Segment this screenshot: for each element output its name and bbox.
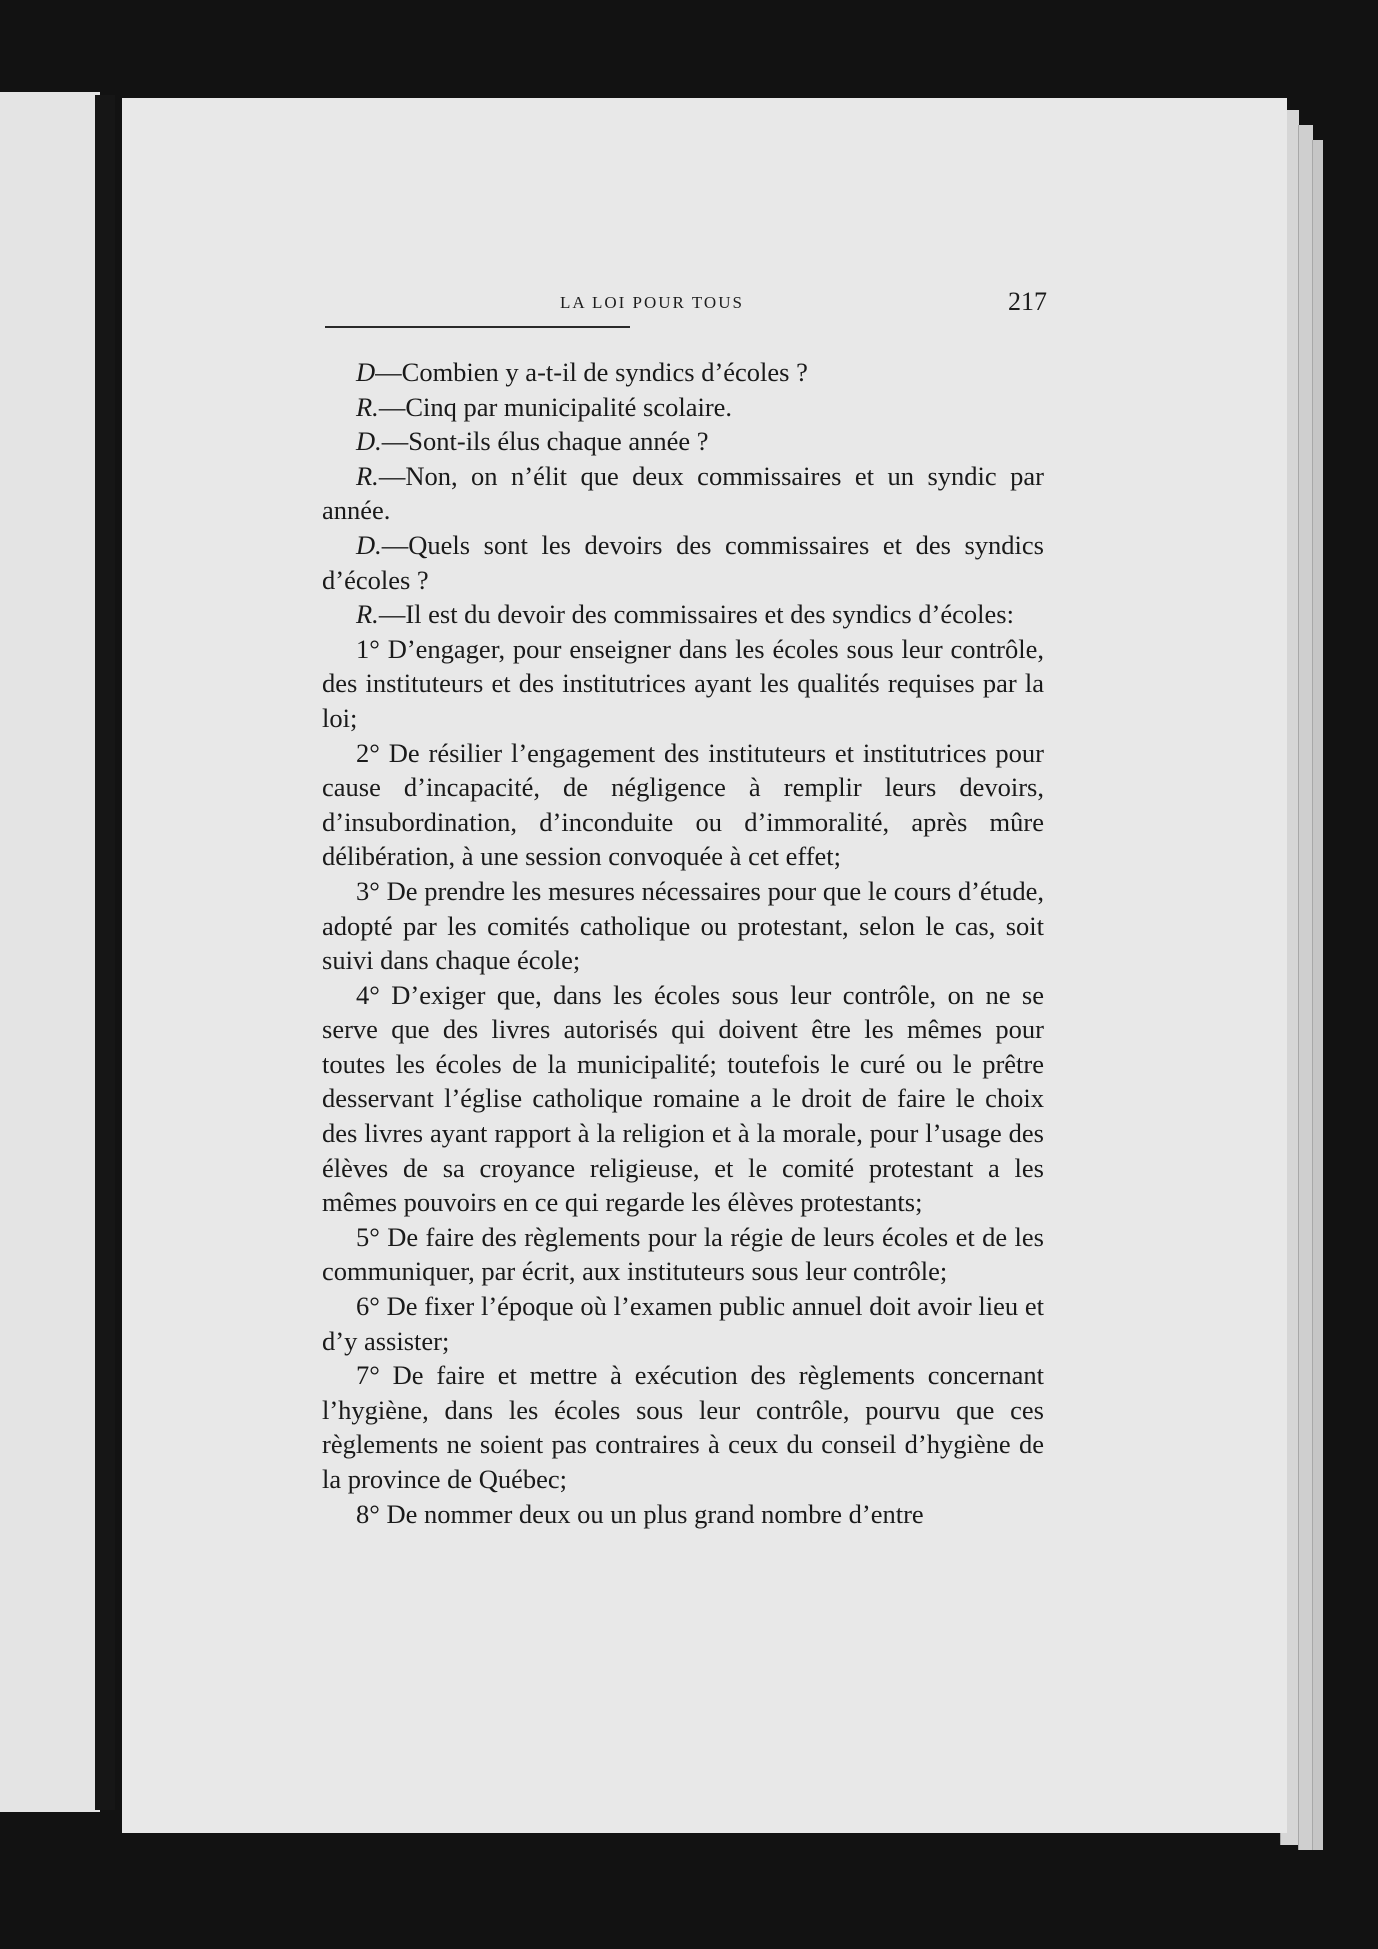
paragraph-text: —Combien y a-t-il de syndics d’écoles ? bbox=[375, 357, 808, 387]
header-rule bbox=[325, 326, 630, 328]
paragraph-text: —Il est du devoir des commissaires et des syndics d’écoles: bbox=[378, 599, 1014, 630]
list-item bbox=[322, 978, 1044, 1220]
list-item bbox=[322, 736, 1044, 874]
paragraph-text: 8° De nommer deux ou un plus grand nombre d’entre bbox=[356, 1498, 924, 1529]
paragraph bbox=[322, 597, 1044, 632]
paragraph bbox=[322, 390, 1044, 425]
paragraph-text: 3° De prendre les mesures nécessaires pour que le cours d’étude, adopté par les comités catholique ou protestant, selon le cas, soit suivi dans chaque école; bbox=[322, 875, 1044, 976]
paragraph bbox=[322, 355, 1044, 390]
speaker-label: R. bbox=[356, 391, 379, 422]
paragraph-text: 4° D’exiger que, dans les écoles sous leur contrôle, on ne se serve que des livres autorisés qui doivent être les mêmes pour toutes les écoles de la municipalité; toutefois le curé ou le prêtre desservant l’église catholique romaine a le droit de faire le choix des livres ayant rapport à la religion et à la morale, pour l’usage des élèves de sa croyance religieuse, et le comité protestant a les mêmes pouvoirs en ce qui regarde les élèves protestants; bbox=[322, 979, 1044, 1218]
page-stack-edge bbox=[1312, 140, 1323, 1850]
list-item bbox=[322, 874, 1044, 978]
paragraph bbox=[322, 459, 1044, 528]
speaker-label: D. bbox=[356, 529, 382, 560]
paragraph-text: 1° D’engager, pour enseigner dans les écoles sous leur contrôle, des instituteurs et des institutrices ayant les qualités requises par la loi; bbox=[322, 633, 1044, 733]
paragraph-text: 5° De faire des règlements pour la régie de leurs écoles et de les communiquer, par écrit, aux instituteurs sous leur contrôle; bbox=[322, 1221, 1044, 1287]
list-item bbox=[322, 1358, 1044, 1496]
list-item bbox=[322, 1220, 1044, 1289]
paragraph-text: 2° De résilier l’engagement des instituteurs et institutrices pour cause d’incapacité, de négligence à remplir leurs devoirs, d’insubordination, d’inconduite ou d’immoralité, après mûre délibération, à une session convoquée à cet effet; bbox=[322, 737, 1044, 872]
speaker-label: R. bbox=[356, 460, 379, 491]
speaker-label: R. bbox=[356, 599, 379, 630]
paragraph-text: —Sont-ils élus chaque année ? bbox=[381, 426, 709, 457]
running-title: LA LOI POUR TOUS bbox=[560, 293, 744, 312]
speaker-label: D bbox=[356, 357, 376, 387]
paragraph-text: —Non, on n’élit que deux commissaires et un syndic par année. bbox=[322, 460, 1044, 526]
list-item bbox=[322, 1289, 1044, 1358]
page-stack-edge bbox=[1298, 125, 1313, 1850]
paragraph-text: 6° De fixer l’époque où l’examen public annuel doit avoir lieu et d’y assister; bbox=[322, 1291, 1044, 1356]
list-item bbox=[322, 632, 1044, 736]
gutter-shadow bbox=[95, 95, 115, 1810]
paragraph-text: —Cinq par municipalité scolaire. bbox=[378, 391, 733, 422]
paragraph-text: —Quels sont les devoirs des commissaires et des syndics d’écoles ? bbox=[322, 529, 1044, 595]
paragraph bbox=[322, 424, 1044, 459]
speaker-label: D. bbox=[356, 426, 382, 457]
body-text bbox=[322, 355, 1044, 1531]
previous-page-edge bbox=[0, 92, 100, 1812]
list-item bbox=[322, 1497, 1044, 1532]
paragraph-text: 7° De faire et mettre à exécution des règlements concernant l’hygiène, dans les écoles sous leur contrôle, pourvu que ces règlements ne soient pas contraires à ceux du conseil d’hygiène de la province de Québec; bbox=[322, 1360, 1044, 1494]
paragraph bbox=[322, 528, 1044, 597]
page-number: 217 bbox=[1008, 287, 1047, 316]
